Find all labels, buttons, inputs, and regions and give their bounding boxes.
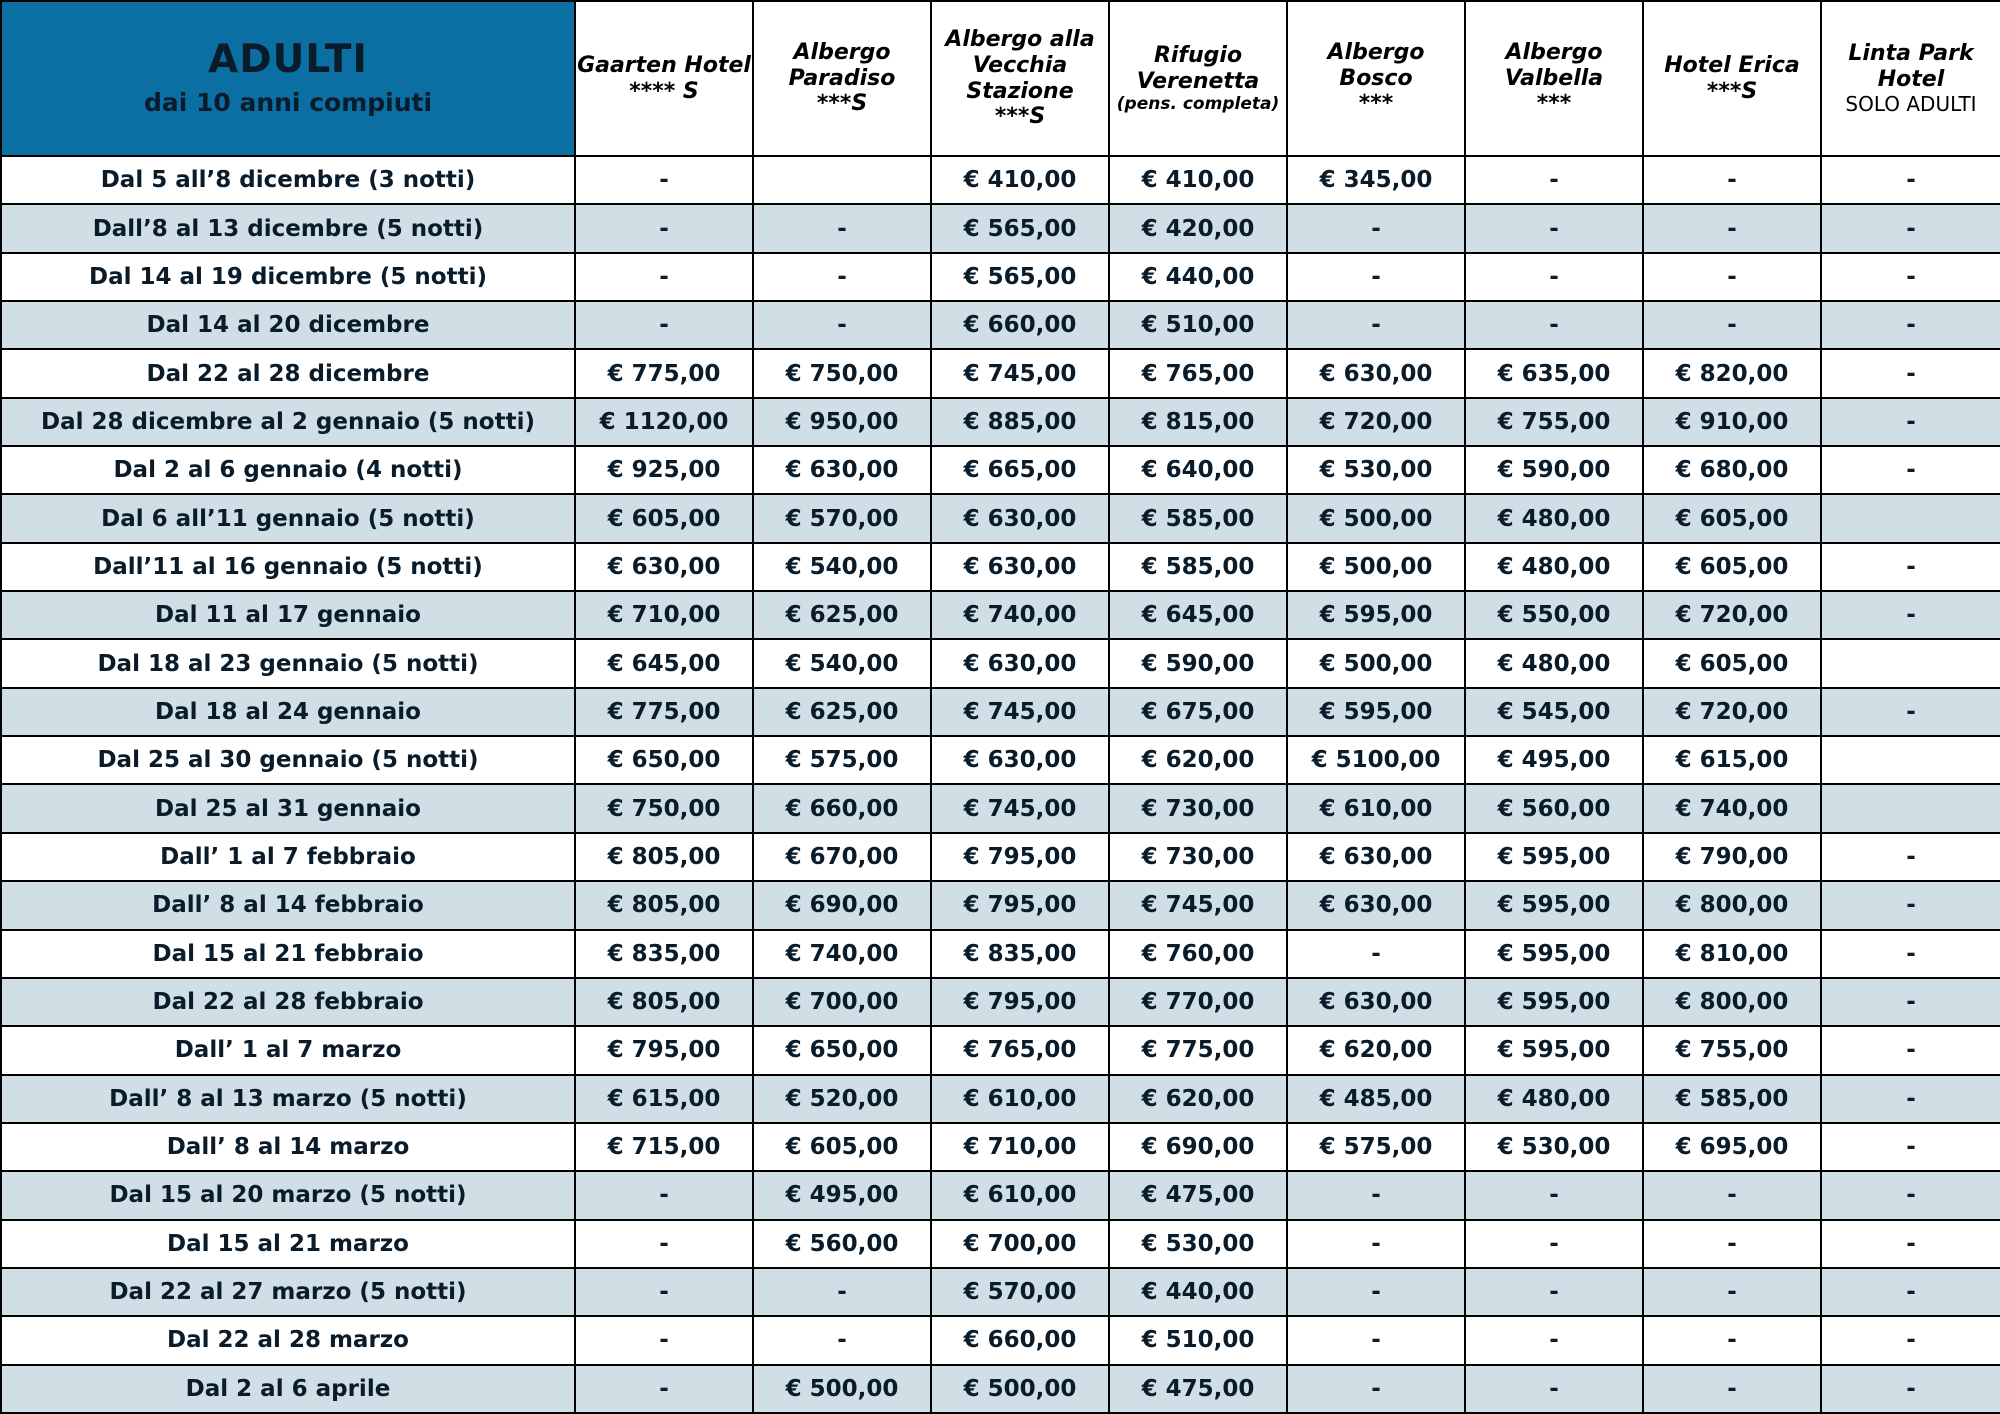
price-cell: € 500,00: [1287, 494, 1465, 542]
price-cell-unavailable: -: [1287, 301, 1465, 349]
table-row: [1, 833, 2000, 881]
price-cell: € 765,00: [1109, 349, 1287, 397]
price-cell: € 750,00: [575, 784, 753, 832]
price-cell: € 715,00: [575, 1123, 753, 1171]
row-period-label: Dal 14 al 19 dicembre (5 notti): [1, 253, 575, 301]
price-cell: [1821, 784, 2000, 832]
price-cell: € 530,00: [1287, 446, 1465, 494]
price-cell: € 710,00: [931, 1123, 1109, 1171]
price-cell-unavailable: -: [1465, 1268, 1643, 1316]
price-cell: € 660,00: [931, 1316, 1109, 1364]
price-cell: € 590,00: [1109, 639, 1287, 687]
row-period-label: Dal 18 al 24 gennaio: [1, 688, 575, 736]
price-cell-unavailable: -: [575, 204, 753, 252]
page-title: ADULTI: [208, 36, 368, 82]
table-row: [1, 591, 2000, 639]
price-cell: € 770,00: [1109, 978, 1287, 1026]
price-cell: € 605,00: [753, 1123, 931, 1171]
price-cell: € 650,00: [753, 1026, 931, 1074]
price-cell-unavailable: -: [1465, 1171, 1643, 1219]
price-cell: € 790,00: [1643, 833, 1821, 881]
price-cell-unavailable: -: [1821, 591, 2000, 639]
price-cell-unavailable: -: [1821, 1220, 2000, 1268]
price-cell: € 540,00: [753, 639, 931, 687]
price-cell: € 640,00: [1109, 446, 1287, 494]
table-row: [1, 1316, 2000, 1364]
price-cell: € 925,00: [575, 446, 753, 494]
row-period-label: Dal 2 al 6 gennaio (4 notti): [1, 446, 575, 494]
row-period-label: Dall’11 al 16 gennaio (5 notti): [1, 543, 575, 591]
price-cell: € 740,00: [931, 591, 1109, 639]
price-cell-unavailable: -: [1821, 1268, 2000, 1316]
price-cell: € 805,00: [575, 978, 753, 1026]
price-cell-unavailable: -: [1287, 1365, 1465, 1413]
price-cell: € 620,00: [1109, 1075, 1287, 1123]
row-period-label: Dal 14 al 20 dicembre: [1, 301, 575, 349]
price-cell-unavailable: -: [575, 1220, 753, 1268]
price-cell: € 560,00: [753, 1220, 931, 1268]
price-cell: € 700,00: [931, 1220, 1109, 1268]
price-cell: € 565,00: [931, 204, 1109, 252]
row-period-label: Dal 6 all’11 gennaio (5 notti): [1, 494, 575, 542]
table-row: [1, 784, 2000, 832]
price-cell: € 440,00: [1109, 1268, 1287, 1316]
price-cell: € 510,00: [1109, 1316, 1287, 1364]
price-cell: € 410,00: [1109, 156, 1287, 204]
price-cell: € 500,00: [931, 1365, 1109, 1413]
price-cell: € 500,00: [1287, 639, 1465, 687]
price-cell-unavailable: -: [1643, 253, 1821, 301]
price-cell: € 695,00: [1643, 1123, 1821, 1171]
price-cell-unavailable: -: [1643, 1268, 1821, 1316]
price-cell-unavailable: -: [1465, 1316, 1643, 1364]
price-cell-unavailable: -: [1465, 1365, 1643, 1413]
price-cell: € 595,00: [1287, 591, 1465, 639]
price-cell: € 620,00: [1109, 736, 1287, 784]
price-cell: € 660,00: [931, 301, 1109, 349]
price-cell: € 635,00: [1465, 349, 1643, 397]
price-cell-unavailable: -: [1287, 1171, 1465, 1219]
price-cell-unavailable: -: [1821, 881, 2000, 929]
price-cell: € 720,00: [1643, 591, 1821, 639]
price-cell: € 595,00: [1465, 930, 1643, 978]
price-cell: € 605,00: [1643, 639, 1821, 687]
price-cell-unavailable: -: [1821, 1026, 2000, 1074]
column-header-hotel-7: [1643, 1, 1821, 156]
price-cell: € 775,00: [575, 688, 753, 736]
column-header-hotel-3: [931, 1, 1109, 156]
price-cell-unavailable: -: [575, 253, 753, 301]
column-header-hotel-2: [753, 1, 931, 156]
row-period-label: Dal 15 al 21 febbraio: [1, 930, 575, 978]
price-cell: € 585,00: [1109, 543, 1287, 591]
price-cell: € 820,00: [1643, 349, 1821, 397]
price-cell: € 800,00: [1643, 881, 1821, 929]
price-cell-unavailable: -: [1465, 156, 1643, 204]
price-cell: € 595,00: [1287, 688, 1465, 736]
price-cell: € 630,00: [1287, 833, 1465, 881]
price-cell-unavailable: -: [575, 1365, 753, 1413]
price-cell: € 420,00: [1109, 204, 1287, 252]
price-cell: € 630,00: [931, 639, 1109, 687]
price-cell: € 625,00: [753, 591, 931, 639]
hotel-stars-1: **** S: [629, 78, 699, 104]
price-cell: € 480,00: [1465, 543, 1643, 591]
price-cell-unavailable: -: [1465, 253, 1643, 301]
column-header-hotel-8: [1821, 1, 2000, 156]
price-cell: € 910,00: [1643, 398, 1821, 446]
table-row: [1, 1268, 2000, 1316]
price-cell: € 475,00: [1109, 1365, 1287, 1413]
price-cell-unavailable: -: [1821, 301, 2000, 349]
price-cell-unavailable: -: [1821, 688, 2000, 736]
price-cell: € 610,00: [931, 1075, 1109, 1123]
hotel-stars-7: ***S: [1706, 78, 1758, 104]
price-cell: € 720,00: [1643, 688, 1821, 736]
price-cell: € 795,00: [931, 881, 1109, 929]
price-cell: € 755,00: [1465, 398, 1643, 446]
table-row: [1, 543, 2000, 591]
price-cell-unavailable: -: [1287, 1316, 1465, 1364]
row-period-label: Dal 25 al 31 gennaio: [1, 784, 575, 832]
price-cell: € 775,00: [575, 349, 753, 397]
row-period-label: Dal 2 al 6 aprile: [1, 1365, 575, 1413]
row-period-label: Dal 22 al 28 febbraio: [1, 978, 575, 1026]
price-cell-unavailable: -: [753, 301, 931, 349]
price-cell-unavailable: -: [1821, 1123, 2000, 1171]
price-cell-unavailable: -: [1643, 1365, 1821, 1413]
hotel-name-6: Albergo Valbella: [1504, 39, 1604, 91]
row-period-label: Dall’ 1 al 7 febbraio: [1, 833, 575, 881]
price-cell-unavailable: -: [753, 1316, 931, 1364]
price-cell-unavailable: -: [1821, 204, 2000, 252]
price-cell: € 475,00: [1109, 1171, 1287, 1219]
row-period-label: Dall’ 8 al 13 marzo (5 notti): [1, 1075, 575, 1123]
hotel-stars-2: ***S: [816, 91, 868, 117]
price-cell: € 795,00: [575, 1026, 753, 1074]
price-cell: € 540,00: [753, 543, 931, 591]
price-cell: € 750,00: [753, 349, 931, 397]
hotel-name-7: Hotel Erica: [1664, 52, 1800, 78]
hotel-stars-3: ***S: [994, 104, 1046, 130]
hotel-name-5: Albergo Bosco: [1327, 39, 1425, 91]
table-row: [1, 156, 2000, 204]
price-cell-unavailable: -: [753, 253, 931, 301]
price-cell: € 410,00: [931, 156, 1109, 204]
price-cell: € 810,00: [1643, 930, 1821, 978]
price-cell: € 720,00: [1287, 398, 1465, 446]
price-cell: € 630,00: [1287, 349, 1465, 397]
price-cell: € 665,00: [931, 446, 1109, 494]
table-row: [1, 978, 2000, 1026]
price-cell-unavailable: -: [1643, 1171, 1821, 1219]
price-cell-unavailable: -: [1821, 253, 2000, 301]
price-cell: € 730,00: [1109, 833, 1287, 881]
price-cell: € 595,00: [1465, 1026, 1643, 1074]
price-cell: € 530,00: [1109, 1220, 1287, 1268]
price-cell: € 495,00: [753, 1171, 931, 1219]
table-row: [1, 446, 2000, 494]
price-cell: € 545,00: [1465, 688, 1643, 736]
price-cell-unavailable: -: [1821, 1316, 2000, 1364]
price-cell: € 485,00: [1287, 1075, 1465, 1123]
table-row: [1, 398, 2000, 446]
row-period-label: Dall’ 8 al 14 marzo: [1, 1123, 575, 1171]
price-cell: € 570,00: [753, 494, 931, 542]
price-cell: € 565,00: [931, 253, 1109, 301]
price-cell: € 575,00: [1287, 1123, 1465, 1171]
price-cell-unavailable: -: [575, 301, 753, 349]
table-title-cell: [1, 1, 575, 156]
price-cell: € 610,00: [1287, 784, 1465, 832]
table-row: [1, 736, 2000, 784]
price-cell: € 550,00: [1465, 591, 1643, 639]
price-cell: € 815,00: [1109, 398, 1287, 446]
table-row: [1, 349, 2000, 397]
price-cell: € 730,00: [1109, 784, 1287, 832]
price-cell: € 585,00: [1643, 1075, 1821, 1123]
price-cell: € 585,00: [1109, 494, 1287, 542]
price-cell: [1821, 639, 2000, 687]
row-period-label: Dal 22 al 28 marzo: [1, 1316, 575, 1364]
price-cell: € 480,00: [1465, 1075, 1643, 1123]
price-cell: € 480,00: [1465, 639, 1643, 687]
price-cell-unavailable: -: [1643, 156, 1821, 204]
table-body: [1, 156, 2000, 1413]
price-cell: € 630,00: [931, 736, 1109, 784]
table-row: [1, 1365, 2000, 1413]
price-cell: € 950,00: [753, 398, 931, 446]
price-cell: € 835,00: [931, 930, 1109, 978]
price-cell: € 690,00: [1109, 1123, 1287, 1171]
table-row: [1, 688, 2000, 736]
price-cell-unavailable: -: [1465, 1220, 1643, 1268]
price-cell: € 595,00: [1465, 978, 1643, 1026]
row-period-label: Dal 22 al 27 marzo (5 notti): [1, 1268, 575, 1316]
price-cell: € 800,00: [1643, 978, 1821, 1026]
table-row: [1, 1220, 2000, 1268]
price-cell: € 630,00: [1287, 881, 1465, 929]
price-cell-unavailable: -: [1287, 1220, 1465, 1268]
price-cell: € 660,00: [753, 784, 931, 832]
table-row: [1, 1171, 2000, 1219]
table-header: [1, 1, 2000, 156]
price-cell-unavailable: -: [1821, 1075, 2000, 1123]
price-cell: € 615,00: [1643, 736, 1821, 784]
price-cell-unavailable: -: [1821, 833, 2000, 881]
table-row: [1, 930, 2000, 978]
row-period-label: Dall’8 al 13 dicembre (5 notti): [1, 204, 575, 252]
price-cell: € 765,00: [931, 1026, 1109, 1074]
price-cell-unavailable: -: [575, 1316, 753, 1364]
price-cell: € 755,00: [1643, 1026, 1821, 1074]
price-cell-unavailable: -: [1643, 301, 1821, 349]
row-period-label: Dal 18 al 23 gennaio (5 notti): [1, 639, 575, 687]
price-cell-unavailable: -: [1821, 398, 2000, 446]
price-cell-unavailable: -: [1465, 204, 1643, 252]
price-cell: € 630,00: [931, 543, 1109, 591]
price-cell: € 745,00: [931, 784, 1109, 832]
price-cell: € 630,00: [931, 494, 1109, 542]
price-cell-unavailable: -: [753, 1268, 931, 1316]
price-cell-unavailable: -: [1643, 204, 1821, 252]
row-period-label: Dal 28 dicembre al 2 gennaio (5 notti): [1, 398, 575, 446]
price-cell: [753, 156, 931, 204]
hotel-note-4: (pens. completa): [1116, 93, 1280, 114]
row-period-label: Dal 22 al 28 dicembre: [1, 349, 575, 397]
price-cell: € 595,00: [1465, 833, 1643, 881]
price-cell: € 740,00: [1643, 784, 1821, 832]
hotel-name-1: Gaarten Hotel: [577, 52, 751, 78]
price-cell: € 495,00: [1465, 736, 1643, 784]
table-row: [1, 494, 2000, 542]
column-header-hotel-5: [1287, 1, 1465, 156]
price-cell: € 440,00: [1109, 253, 1287, 301]
price-cell: € 560,00: [1465, 784, 1643, 832]
price-cell: € 690,00: [753, 881, 931, 929]
price-cell: € 670,00: [753, 833, 931, 881]
price-cell: € 645,00: [575, 639, 753, 687]
price-cell-unavailable: -: [1821, 1365, 2000, 1413]
price-cell: € 775,00: [1109, 1026, 1287, 1074]
price-cell: € 805,00: [575, 833, 753, 881]
column-header-hotel-6: [1465, 1, 1643, 156]
price-cell: € 835,00: [575, 930, 753, 978]
price-cell: € 650,00: [575, 736, 753, 784]
hotel-name-4: Rifugio Verenetta: [1136, 42, 1260, 94]
row-period-label: Dall’ 8 al 14 febbraio: [1, 881, 575, 929]
price-cell: € 570,00: [931, 1268, 1109, 1316]
hotel-note-8: SOLO ADULTI: [1845, 92, 1977, 117]
price-cell: € 530,00: [1465, 1123, 1643, 1171]
row-period-label: Dall’ 1 al 7 marzo: [1, 1026, 575, 1074]
price-cell: € 795,00: [931, 833, 1109, 881]
price-cell-unavailable: -: [1287, 930, 1465, 978]
row-period-label: Dal 15 al 21 marzo: [1, 1220, 575, 1268]
price-cell-unavailable: -: [1821, 930, 2000, 978]
price-cell: € 740,00: [753, 930, 931, 978]
price-cell-unavailable: -: [1287, 204, 1465, 252]
table-row: [1, 204, 2000, 252]
price-cell: € 5100,00: [1287, 736, 1465, 784]
table-row: [1, 1123, 2000, 1171]
price-cell-unavailable: -: [1821, 446, 2000, 494]
price-cell: € 675,00: [1109, 688, 1287, 736]
price-cell-unavailable: -: [1821, 1171, 2000, 1219]
page-subtitle: dai 10 anni compiuti: [143, 88, 433, 118]
price-cell: € 575,00: [753, 736, 931, 784]
price-cell-unavailable: -: [753, 204, 931, 252]
row-period-label: Dal 11 al 17 gennaio: [1, 591, 575, 639]
table-row: [1, 301, 2000, 349]
price-cell: € 745,00: [1109, 881, 1287, 929]
price-cell: € 645,00: [1109, 591, 1287, 639]
price-cell-unavailable: -: [1821, 349, 2000, 397]
price-cell: € 510,00: [1109, 301, 1287, 349]
row-period-label: Dal 5 all’8 dicembre (3 notti): [1, 156, 575, 204]
price-cell: € 620,00: [1287, 1026, 1465, 1074]
price-cell: € 605,00: [1643, 494, 1821, 542]
hotel-name-3: Albergo alla Vecchia Stazione: [945, 26, 1095, 104]
price-cell: € 625,00: [753, 688, 931, 736]
price-cell: € 630,00: [1287, 978, 1465, 1026]
price-cell-unavailable: -: [1821, 543, 2000, 591]
price-cell: € 805,00: [575, 881, 753, 929]
table-row: [1, 881, 2000, 929]
table-row: [1, 253, 2000, 301]
price-cell: € 500,00: [753, 1365, 931, 1413]
price-cell: € 1120,00: [575, 398, 753, 446]
price-cell: [1821, 494, 2000, 542]
hotel-stars-6: ***: [1536, 91, 1572, 117]
price-cell: € 630,00: [575, 543, 753, 591]
price-cell-unavailable: -: [1821, 156, 2000, 204]
row-period-label: Dal 15 al 20 marzo (5 notti): [1, 1171, 575, 1219]
price-cell-unavailable: -: [1287, 1268, 1465, 1316]
price-cell: € 885,00: [931, 398, 1109, 446]
row-period-label: Dal 25 al 30 gennaio (5 notti): [1, 736, 575, 784]
price-cell-unavailable: -: [1287, 253, 1465, 301]
price-cell: € 595,00: [1465, 881, 1643, 929]
price-cell: € 605,00: [575, 494, 753, 542]
hotel-stars-5: ***: [1358, 91, 1394, 117]
price-cell: € 610,00: [931, 1171, 1109, 1219]
hotel-name-2: Albergo Paradiso: [788, 39, 896, 91]
price-cell-unavailable: -: [1821, 978, 2000, 1026]
price-cell: € 615,00: [575, 1075, 753, 1123]
price-cell: € 630,00: [753, 446, 931, 494]
price-cell: € 480,00: [1465, 494, 1643, 542]
price-cell-unavailable: -: [1465, 301, 1643, 349]
table-row: [1, 639, 2000, 687]
price-cell: € 680,00: [1643, 446, 1821, 494]
price-cell-unavailable: -: [1643, 1316, 1821, 1364]
column-header-hotel-4: [1109, 1, 1287, 156]
table-row: [1, 1075, 2000, 1123]
price-cell: € 605,00: [1643, 543, 1821, 591]
price-cell-unavailable: -: [575, 156, 753, 204]
price-cell: € 795,00: [931, 978, 1109, 1026]
price-cell-unavailable: -: [575, 1171, 753, 1219]
price-cell: € 590,00: [1465, 446, 1643, 494]
price-cell-unavailable: -: [1643, 1220, 1821, 1268]
price-cell: € 745,00: [931, 688, 1109, 736]
price-cell: € 710,00: [575, 591, 753, 639]
column-header-hotel-1: [575, 1, 753, 156]
price-cell: € 760,00: [1109, 930, 1287, 978]
price-cell-unavailable: -: [575, 1268, 753, 1316]
header-row: [1, 1, 2000, 156]
price-cell: € 345,00: [1287, 156, 1465, 204]
price-cell: € 520,00: [753, 1075, 931, 1123]
price-cell: € 745,00: [931, 349, 1109, 397]
price-cell: € 700,00: [753, 978, 931, 1026]
price-cell: € 500,00: [1287, 543, 1465, 591]
table-row: [1, 1026, 2000, 1074]
price-cell: [1821, 736, 2000, 784]
hotel-name-8: Linta Park Hotel: [1848, 40, 1974, 92]
